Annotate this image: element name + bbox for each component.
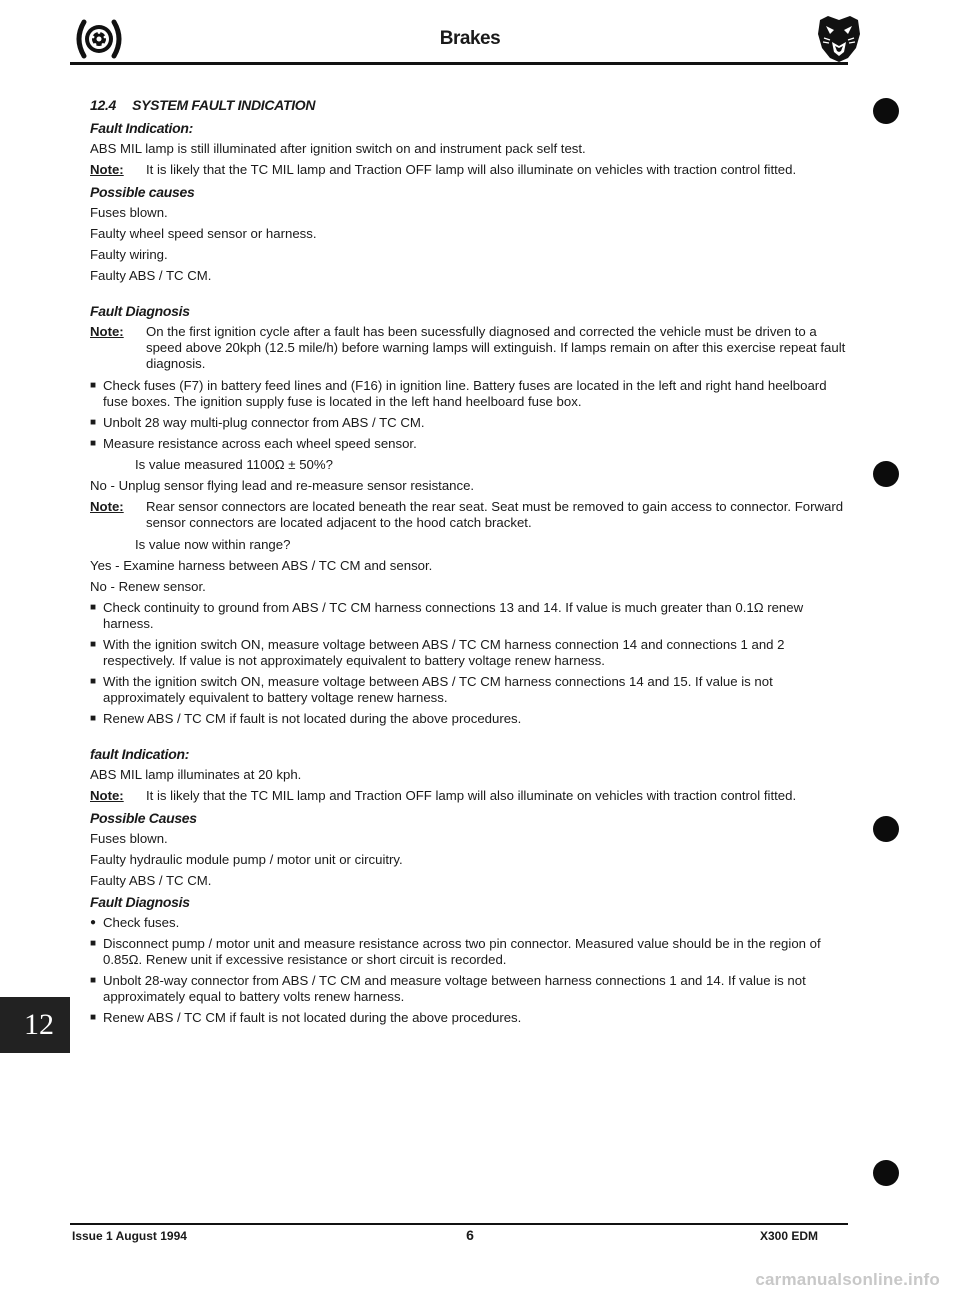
note-label: Note:	[90, 499, 124, 514]
page-title: Brakes	[439, 28, 501, 49]
footer-divider	[70, 1223, 848, 1225]
diagnosis-step: ■ Renew ABS / TC CM if fault is not located during the above procedures.	[90, 1010, 522, 1025]
note-label: Note:	[90, 324, 124, 339]
section-number: 12.4	[90, 97, 117, 113]
page-content	[90, 97, 850, 1031]
cause-item: Fuses blown.	[90, 831, 168, 846]
cause-item: Fuses blown.	[90, 205, 168, 220]
diagnosis-step: ■ Check continuity to ground from ABS / TC CM harness connections 13 and 14. If value is much greater than 0.1Ω renew harness.	[90, 600, 804, 631]
note	[90, 162, 850, 178]
note-text: On the first ignition cycle after a fault has been sucessfully diagnosed and corrected the vehicle must be driven to a speed above 20kph (12.5 mile/h) before warning lamps will extinguish. If lamps remain on after this exercise repeat fault diagnosis.	[146, 324, 846, 371]
fault-indication-text: ABS MIL lamp is still illuminated after ignition switch on and instrument pack self test.	[90, 141, 586, 156]
diagnosis-question: Is value measured 1100Ω ± 50%?	[135, 457, 333, 472]
chapter-tab: 12	[0, 997, 70, 1053]
cause-item: Faulty ABS / TC CM.	[90, 268, 212, 283]
possible-causes-heading: Possible causes	[90, 184, 195, 200]
diagnosis-step: ■ With the ignition switch ON, measure voltage between ABS / TC CM harness connections 14 and 15. If value is not approximately equivalent to battery voltage renew harness.	[90, 674, 773, 705]
note-text: It is likely that the TC MIL lamp and Traction OFF lamp will also illuminate on vehicles with traction control fitted.	[146, 788, 797, 803]
note-label: Note:	[90, 788, 124, 803]
diagnosis-step: ● Check fuses.	[90, 915, 180, 930]
footer-code: X300 EDM	[760, 1229, 819, 1243]
watermark: carmanualsonline.info	[755, 1270, 940, 1289]
diagnosis-step: ■ Disconnect pump / motor unit and measure resistance across two pin connector. Measured value should be in the region of 0.85Ω. Renew unit if excessive resistance or short circuit is recorded.	[90, 936, 821, 967]
diagnosis-step: ■ Unbolt 28 way multi-plug connector from ABS / TC CM.	[90, 415, 425, 430]
note	[90, 499, 850, 531]
fault-diagnosis-heading: Fault Diagnosis	[90, 303, 190, 319]
fault-diagnosis-heading: Fault Diagnosis	[90, 894, 190, 910]
section-title	[90, 97, 850, 113]
diagnosis-answer: No - Renew sensor.	[90, 579, 206, 594]
footer-issue: Issue 1 August 1994	[72, 1229, 187, 1243]
margin-punch-hole	[873, 461, 899, 487]
section-name: SYSTEM FAULT INDICATION	[132, 97, 316, 113]
margin-punch-hole	[873, 1160, 899, 1186]
diagnosis-step: ■ Check fuses (F7) in battery feed lines and (F16) in ignition line. Battery fuses are located in the left and right hand heelboard fuse boxes. The ignition supply fuse is located in the left hand heelboard fuse box.	[90, 378, 827, 409]
header-divider	[70, 62, 848, 65]
jaguar-head-logo	[814, 12, 864, 64]
note-text: It is likely that the TC MIL lamp and Traction OFF lamp will also illuminate on vehicles with traction control fitted.	[146, 162, 797, 177]
cause-item: Faulty wiring.	[90, 247, 168, 262]
diagnosis-answer: Yes - Examine harness between ABS / TC CM and sensor.	[90, 558, 433, 573]
diagnosis-answer: No - Unplug sensor flying lead and re-measure sensor resistance.	[90, 478, 475, 493]
diagnosis-step: ■ Renew ABS / TC CM if fault is not located during the above procedures.	[90, 711, 522, 726]
possible-causes-heading: Possible Causes	[90, 810, 197, 826]
cause-item: Faulty hydraulic module pump / motor unit or circuitry.	[90, 852, 403, 867]
note-text: Rear sensor connectors are located beneath the rear seat. Seat must be removed to gain access to connector. Forward sensor connectors are located adjacent to the hood catch bracket.	[146, 499, 844, 530]
diagnosis-question: Is value now within range?	[135, 537, 291, 552]
fault-indication-heading: fault Indication:	[90, 746, 190, 762]
note	[90, 788, 850, 804]
cause-item: Faulty wheel speed sensor or harness.	[90, 226, 317, 241]
diagnosis-step: ■ Measure resistance across each wheel speed sensor.	[90, 436, 417, 451]
margin-punch-hole	[873, 98, 899, 124]
fault-indication-text: ABS MIL lamp illuminates at 20 kph.	[90, 767, 302, 782]
fault-indication-heading: Fault Indication:	[90, 120, 194, 136]
note-label: Note:	[90, 162, 124, 177]
page-header	[0, 0, 960, 70]
cause-item: Faulty ABS / TC CM.	[90, 873, 212, 888]
diagnosis-step: ■ Unbolt 28-way connector from ABS / TC CM and measure voltage between harness connections 1 and 14. If value is not approximately equal to battery volts renew harness.	[90, 973, 806, 1004]
diagnosis-step: ■ With the ignition switch ON, measure voltage between ABS / TC CM harness connection 14 and connections 1 and 2 respectively. If value is not approximately equivalent to battery voltage renew harness.	[90, 637, 785, 668]
margin-punch-hole	[873, 816, 899, 842]
note	[90, 324, 850, 372]
page-number: 6	[466, 1227, 474, 1243]
